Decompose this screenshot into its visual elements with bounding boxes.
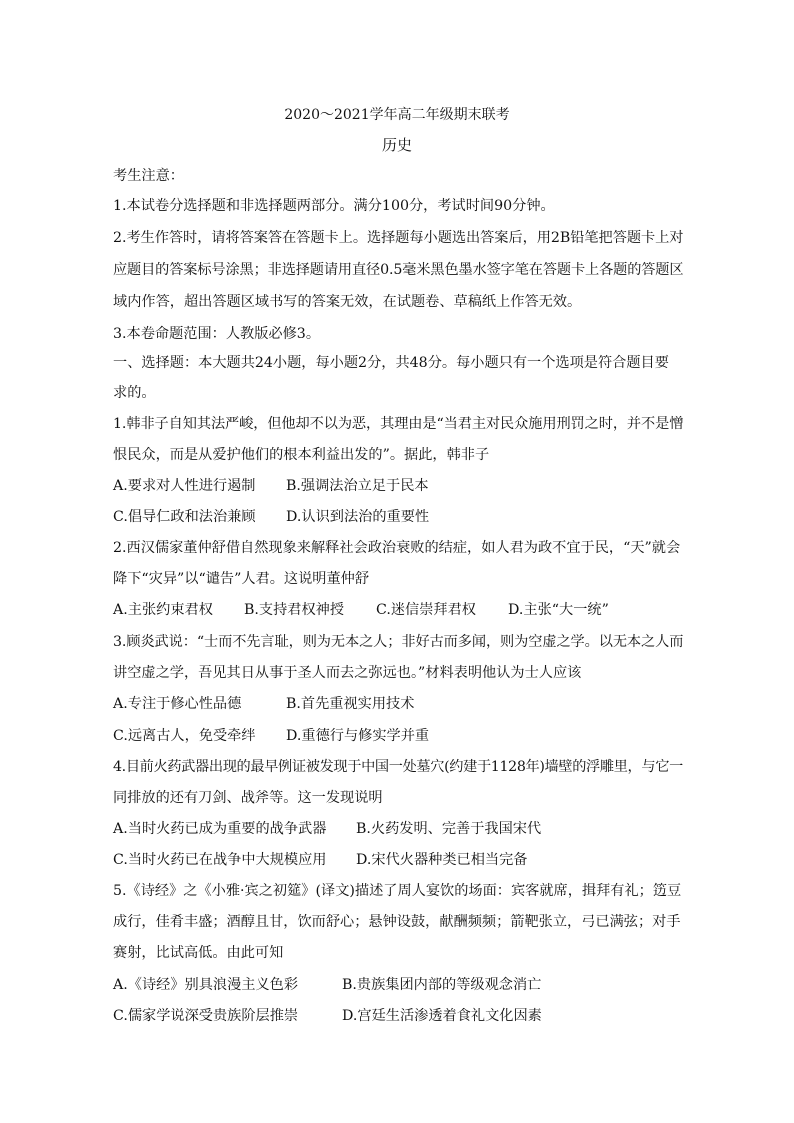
question-3-stem-line-2: 讲空虚之学，吾见其日从事于圣人而去之弥远也。”材料表明他认为士人应该 (113, 665, 582, 681)
question-3-option-b[interactable]: B.首先重视实用技术 (286, 696, 415, 712)
question-5-stem-line-1: 5.《诗经》之《小雅·宾之初筵》(译文)描述了周人宴饮的场面：宾客就席，揖拜有礼；笾豆 (113, 883, 682, 899)
question-3-option-a[interactable]: A.专注于修心性品德 (113, 696, 242, 712)
question-5-option-a[interactable]: A.《诗经》别具浪漫主义色彩 (113, 977, 299, 993)
notice-item-1: 1.本试卷分选择题和非选择题两部分。满分100分，考试时间90分钟。 (113, 198, 555, 214)
question-2-option-d[interactable]: D.主张“大一统” (508, 602, 609, 618)
question-5-stem-line-3: 赛射，比试高低。由此可知 (113, 945, 284, 961)
section-heading-line-2: 求的。 (113, 385, 156, 401)
notice-item-2-line-1: 2.考生作答时，请将答案答在答题卡上。选择题每小题选出答案后，用2B铅笔把答题卡上对 (113, 230, 684, 246)
question-4-stem-line-1: 4.目前火药武器出现的最早例证被发现于中国一处墓穴(约建于1128年)墙壁的浮雕里，与它一 (113, 759, 683, 775)
question-2-option-c[interactable]: C.迷信崇拜君权 (376, 602, 476, 618)
question-1-option-a[interactable]: A.要求对人性进行遏制 (113, 478, 256, 494)
question-5-stem-line-2: 成行，佳肴丰盛；酒醇且甘，饮而舒心；悬钟设鼓，献酬频频；箭靶张立，弓已满弦；对手 (113, 914, 681, 930)
question-1-option-b[interactable]: B.强调法治立足于民本 (286, 478, 429, 494)
notice-item-2-line-3: 域内作答，超出答题区域书写的答案无效，在试题卷、草稿纸上作答无效。 (113, 294, 582, 310)
question-4-stem-line-2: 同排放的还有刀剑、战斧等。这一发现说明 (113, 790, 383, 806)
question-3-option-c[interactable]: C.远离古人，免受牵绊 (113, 728, 256, 744)
section-heading-line-1: 一、选择题：本大题共24小题，每小题2分，共48分。每小题只有一个选项是符合题目要 (113, 355, 669, 371)
question-3-option-d[interactable]: D.重德行与修实学并重 (286, 728, 430, 744)
question-2-stem-line-1: 2.西汉儒家董仲舒借自然现象来解释社会政治衰败的结症，如人君为政不宜于民，“天”就会 (113, 540, 681, 556)
subject-title: 历史 (381, 136, 412, 154)
question-3-stem-line-1: 3.顾炎武说：“士而不先言耻，则为无本之人；非好古而多闻，则为空虚之学。以无本之人而 (113, 634, 684, 650)
question-4-option-a[interactable]: A.当时火药已成为重要的战争武器 (113, 821, 327, 837)
question-2-option-a[interactable]: A.主张约束君权 (113, 602, 213, 618)
exam-title: 2020～2021学年高二年级期末联考 (284, 107, 510, 123)
notice-heading: 考生注意： (113, 168, 184, 184)
question-5-option-b[interactable]: B.贵族集团内部的等级观念消亡 (342, 977, 542, 993)
question-5-option-d[interactable]: D.宫廷生活渗透着食礼文化因素 (342, 1008, 542, 1024)
question-1-stem-line-2: 恨民众，而是从爱护他们的根本利益出发的”。据此，韩非子 (113, 447, 490, 463)
question-1-stem-line-1: 1.韩非子自知其法严峻，但他却不以为恶，其理由是“当君主对民众施用刑罚之时，并不是憎 (113, 416, 684, 432)
notice-item-2-line-2: 应题目的答案标号涂黑；非选择题请用直径0.5毫米黑色墨水签字笔在答题卡上各题的答题区 (113, 262, 684, 278)
question-2-stem-line-2: 降下“灾异”以“谴告”人君。这说明董仲舒 (113, 571, 370, 587)
question-2-option-b[interactable]: B.支持君权神授 (244, 602, 345, 618)
question-5-option-c[interactable]: C.儒家学说深受贵族阶层推崇 (113, 1008, 299, 1024)
question-4-option-b[interactable]: B.火药发明、完善于我国宋代 (356, 821, 542, 837)
question-4-option-d[interactable]: D.宋代火器种类已相当完备 (356, 852, 528, 868)
question-1-option-c[interactable]: C.倡导仁政和法治兼顾 (113, 509, 256, 525)
notice-item-3: 3.本卷命题范围：人教版必修3。 (113, 326, 321, 342)
question-1-option-d[interactable]: D.认识到法治的重要性 (286, 509, 430, 525)
question-4-option-c[interactable]: C.当时火药已在战争中大规模应用 (113, 852, 327, 868)
